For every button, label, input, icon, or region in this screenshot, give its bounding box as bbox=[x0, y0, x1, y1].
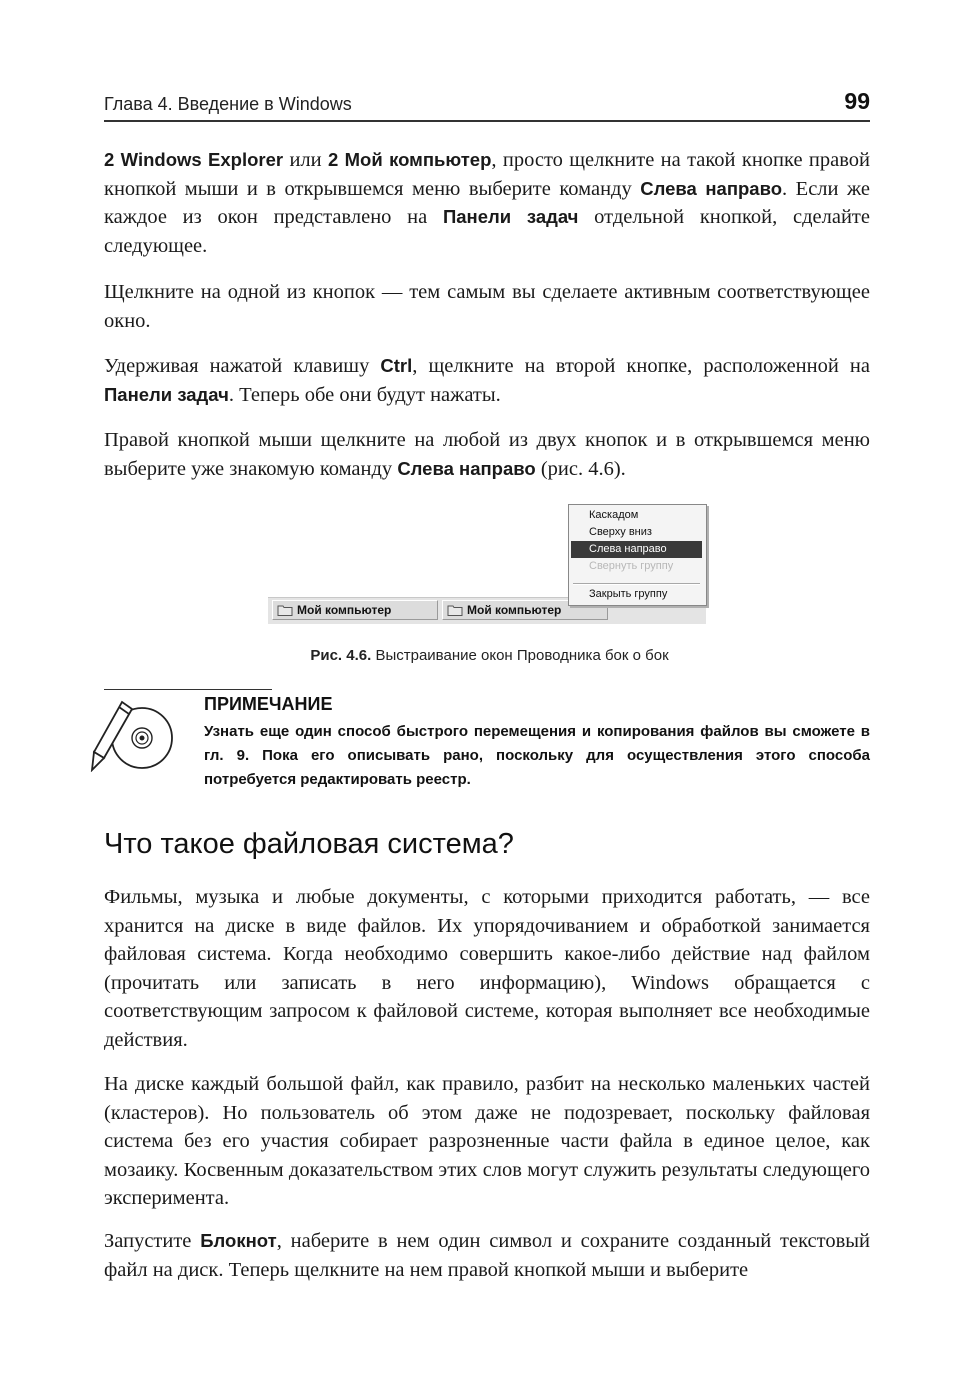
taskbar-button-my-computer-1[interactable] bbox=[272, 600, 438, 620]
bold-term: Ctrl bbox=[380, 355, 413, 376]
paragraph-5: Фильмы, музыка и любые документы, с которыми приходится работать, — все хранится на диске в виде файлов. Их упорядочиванием и обработкой занимается файловая система. Когда необходимо совершить какое-либо действие над файлом (прочитать или записать в него информацию), Windows обращается с соответствующим запросом к файловой системе, которая выполняет все необходимые действия. bbox=[104, 886, 870, 1051]
menu-separator bbox=[573, 583, 700, 585]
figure-caption: Рис. 4.6. Выстраивание окон Проводника бок о бок bbox=[310, 647, 669, 664]
bold-term: Блокнот bbox=[200, 1230, 277, 1251]
page-number: 99 bbox=[844, 88, 870, 114]
paragraph-3: Удерживая нажатой клавишу Ctrl, щелкните на второй кнопке, расположенной на Панели задач. Теперь обе они будут нажаты. bbox=[104, 355, 870, 406]
paragraph-4: Правой кнопкой мыши щелкните на любой из двух кнопок и в открывшемся меню выберите уже знакомую команду Слева направо (рис. 4.6). bbox=[104, 429, 870, 480]
taskbar-button-label: Мой компьютер bbox=[467, 603, 562, 617]
menu-item-close-group[interactable]: Закрыть группу bbox=[589, 588, 668, 600]
bold-term: Панели задач bbox=[442, 206, 579, 227]
note-text: Узнать еще один способ быстрого перемещения и копирования файлов вы сможете в гл. 9. Пока его описывать рано, поскольку для осуществления этого способа потребуется редактировать реестр. bbox=[204, 723, 870, 788]
bold-term: Слева направо bbox=[397, 457, 536, 479]
context-menu bbox=[568, 504, 707, 606]
folder-icon bbox=[277, 604, 293, 616]
menu-item-minimize-group: Свернуть группу bbox=[589, 560, 674, 572]
paragraph-6: На диске каждый большой файл, как правило, разбит на несколько маленьких частей (кластеров). Но пользователь об этом даже не подозревает, поскольку файловая система без его участия собирает разрозненные части файла в единое целое, как мозаику. Косвенным доказательством этих слов могут служить результаты следующего эксперимента. bbox=[104, 1073, 870, 1209]
taskbar-button-label: Мой компьютер bbox=[297, 603, 392, 617]
menu-item-cascade[interactable]: Каскадом bbox=[589, 509, 639, 521]
paragraph-1: 2 Windows Explorer или 2 Мой компьютер, просто щелкните на такой кнопке правой кнопкой мыши и в открывшемся меню выберите команду Слева направо. Если же каждое из окон представлено на Панели задач отдельной кнопкой, сделайте следующее. bbox=[104, 149, 871, 257]
menu-item-top-to-bottom[interactable]: Сверху вниз bbox=[589, 526, 652, 538]
bold-term: Панели задач bbox=[104, 383, 229, 405]
chapter-title: Глава 4. Введение в Windows bbox=[104, 94, 352, 114]
bold-term: Слева направо bbox=[640, 177, 783, 199]
paragraph-7: Запустите Блокнот, наберите в нем один символ и сохраните созданный текстовый файл на диск. Теперь щелкните на нем правой кнопкой мыши и выберите bbox=[104, 1230, 870, 1281]
menu-item-left-to-right[interactable]: Слева направо bbox=[571, 541, 702, 558]
paragraph-2: Щелкните на одной из кнопок — тем самым вы сделаете активным соответствующее окно. bbox=[104, 281, 870, 332]
pencil-disc-icon bbox=[90, 698, 186, 772]
folder-icon bbox=[447, 604, 463, 616]
section-heading: Что такое файловая система? bbox=[104, 828, 514, 860]
bold-term: 2 Мой компьютер bbox=[327, 149, 492, 170]
note-title: ПРИМЕЧАНИЕ bbox=[204, 694, 333, 714]
header-divider bbox=[104, 120, 870, 122]
bold-term: 2 Windows Explorer bbox=[104, 149, 284, 170]
note-divider bbox=[104, 689, 272, 690]
